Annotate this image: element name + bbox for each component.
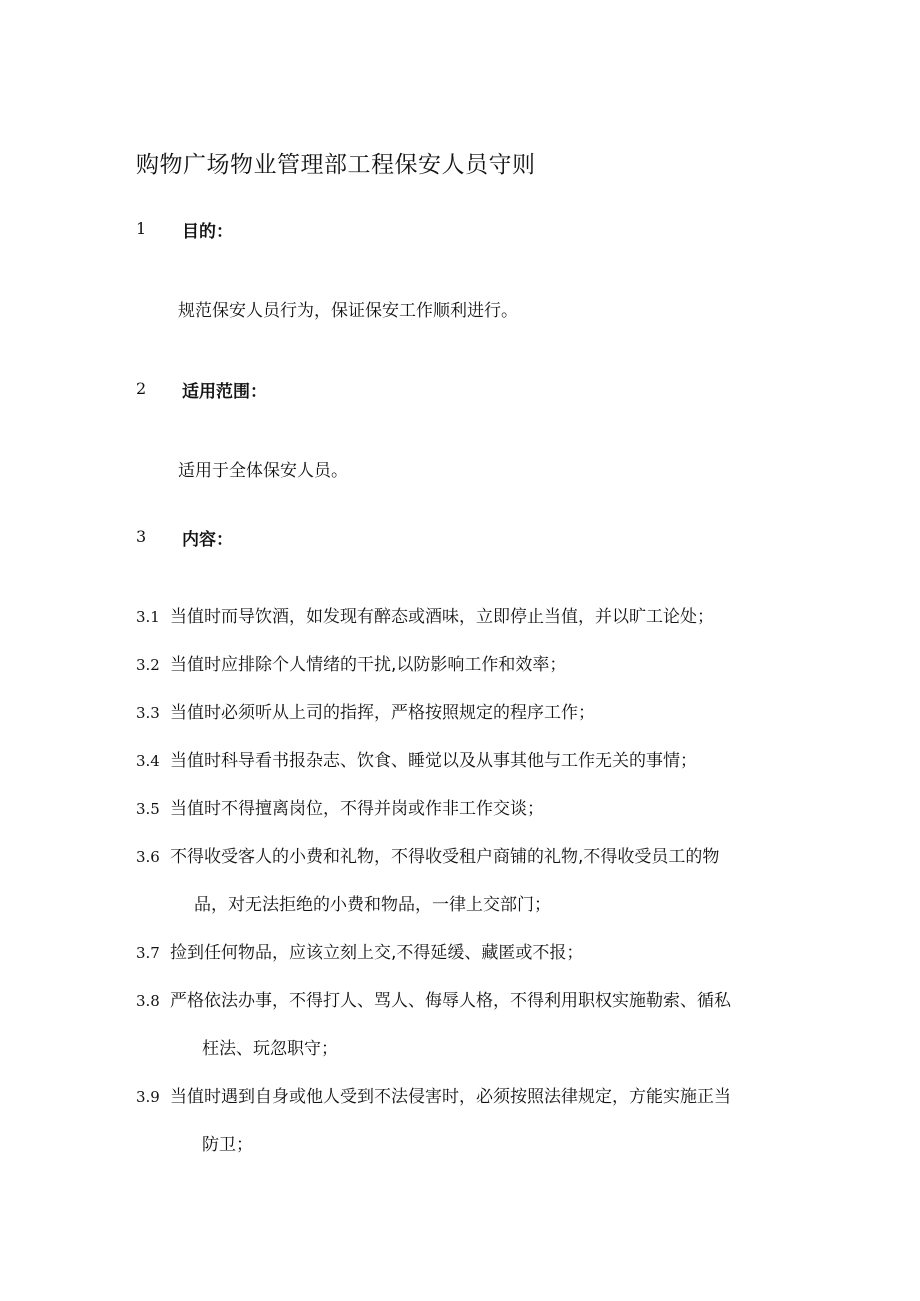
clause-item [136, 747, 786, 795]
clause-number: 3.3 [136, 704, 160, 722]
clause-text: 当值时不得擅离岗位，不得并岗或作非工作交谈； [170, 799, 544, 819]
clause-text: 当值时遇到自身或他人受到不法侵害时，必须按照法律规定，方能实施正当 [170, 1087, 731, 1107]
clause-item [136, 987, 786, 1035]
section-label: 内容： [182, 530, 233, 550]
clause-number: 3.2 [136, 656, 160, 674]
section-number: 2 [136, 379, 147, 398]
clause-text: 当值时而导饮酒，如发现有醉态或酒味，立即停止当值，并以旷工论处； [170, 607, 714, 627]
section-label: 目的： [182, 222, 233, 242]
clause-text: 不得收受客人的小费和礼物，不得收受租户商铺的礼物,不得收受员工的物 [170, 847, 720, 867]
clause-item [136, 939, 786, 987]
clause-number: 3.4 [136, 752, 160, 770]
clause-text: 捡到任何物品，应该立刻上交,不得延缓、藏匿或不报； [170, 943, 584, 963]
section-body-purpose: 规范保安人员行为，保证保安工作顺利进行。 [178, 301, 518, 321]
clause-number: 3.1 [136, 608, 160, 626]
clause-continuation: 品，对无法拒绝的小费和物品，一律上交部门； [194, 895, 551, 915]
clause-list [136, 603, 786, 1179]
clause-number: 3.9 [136, 1088, 160, 1106]
clause-number: 3.6 [136, 848, 160, 866]
clause-continuation: 枉法、玩忽职守； [202, 1039, 338, 1059]
clause-item [136, 651, 786, 699]
section-number: 1 [136, 219, 147, 238]
clause-continuation: 防卫； [202, 1135, 253, 1155]
clause-text: 严格依法办事，不得打人、骂人、侮辱人格，不得利用职权实施勒索、循私 [170, 991, 731, 1011]
clause-item [136, 1083, 786, 1131]
clause-number: 3.8 [136, 992, 160, 1010]
clause-item [136, 699, 786, 747]
clause-text: 当值时科导看书报杂志、饮食、睡觉以及从事其他与工作无关的事情； [170, 751, 697, 771]
clause-text: 当值时应排除个人情绪的干扰,以防影响工作和效率； [170, 655, 567, 675]
section-number: 3 [136, 527, 147, 546]
section-body-scope: 适用于全体保安人员。 [178, 461, 348, 481]
clause-number: 3.7 [136, 944, 160, 962]
clause-text: 当值时必须听从上司的指挥，严格按照规定的程序工作； [170, 703, 595, 723]
document-title: 购物广场物业管理部工程保安人员守则 [136, 152, 536, 178]
clause-number: 3.5 [136, 800, 160, 818]
clause-item [136, 843, 786, 891]
clause-item [136, 795, 786, 843]
clause-item [136, 603, 786, 651]
section-label: 适用范围： [182, 382, 267, 402]
